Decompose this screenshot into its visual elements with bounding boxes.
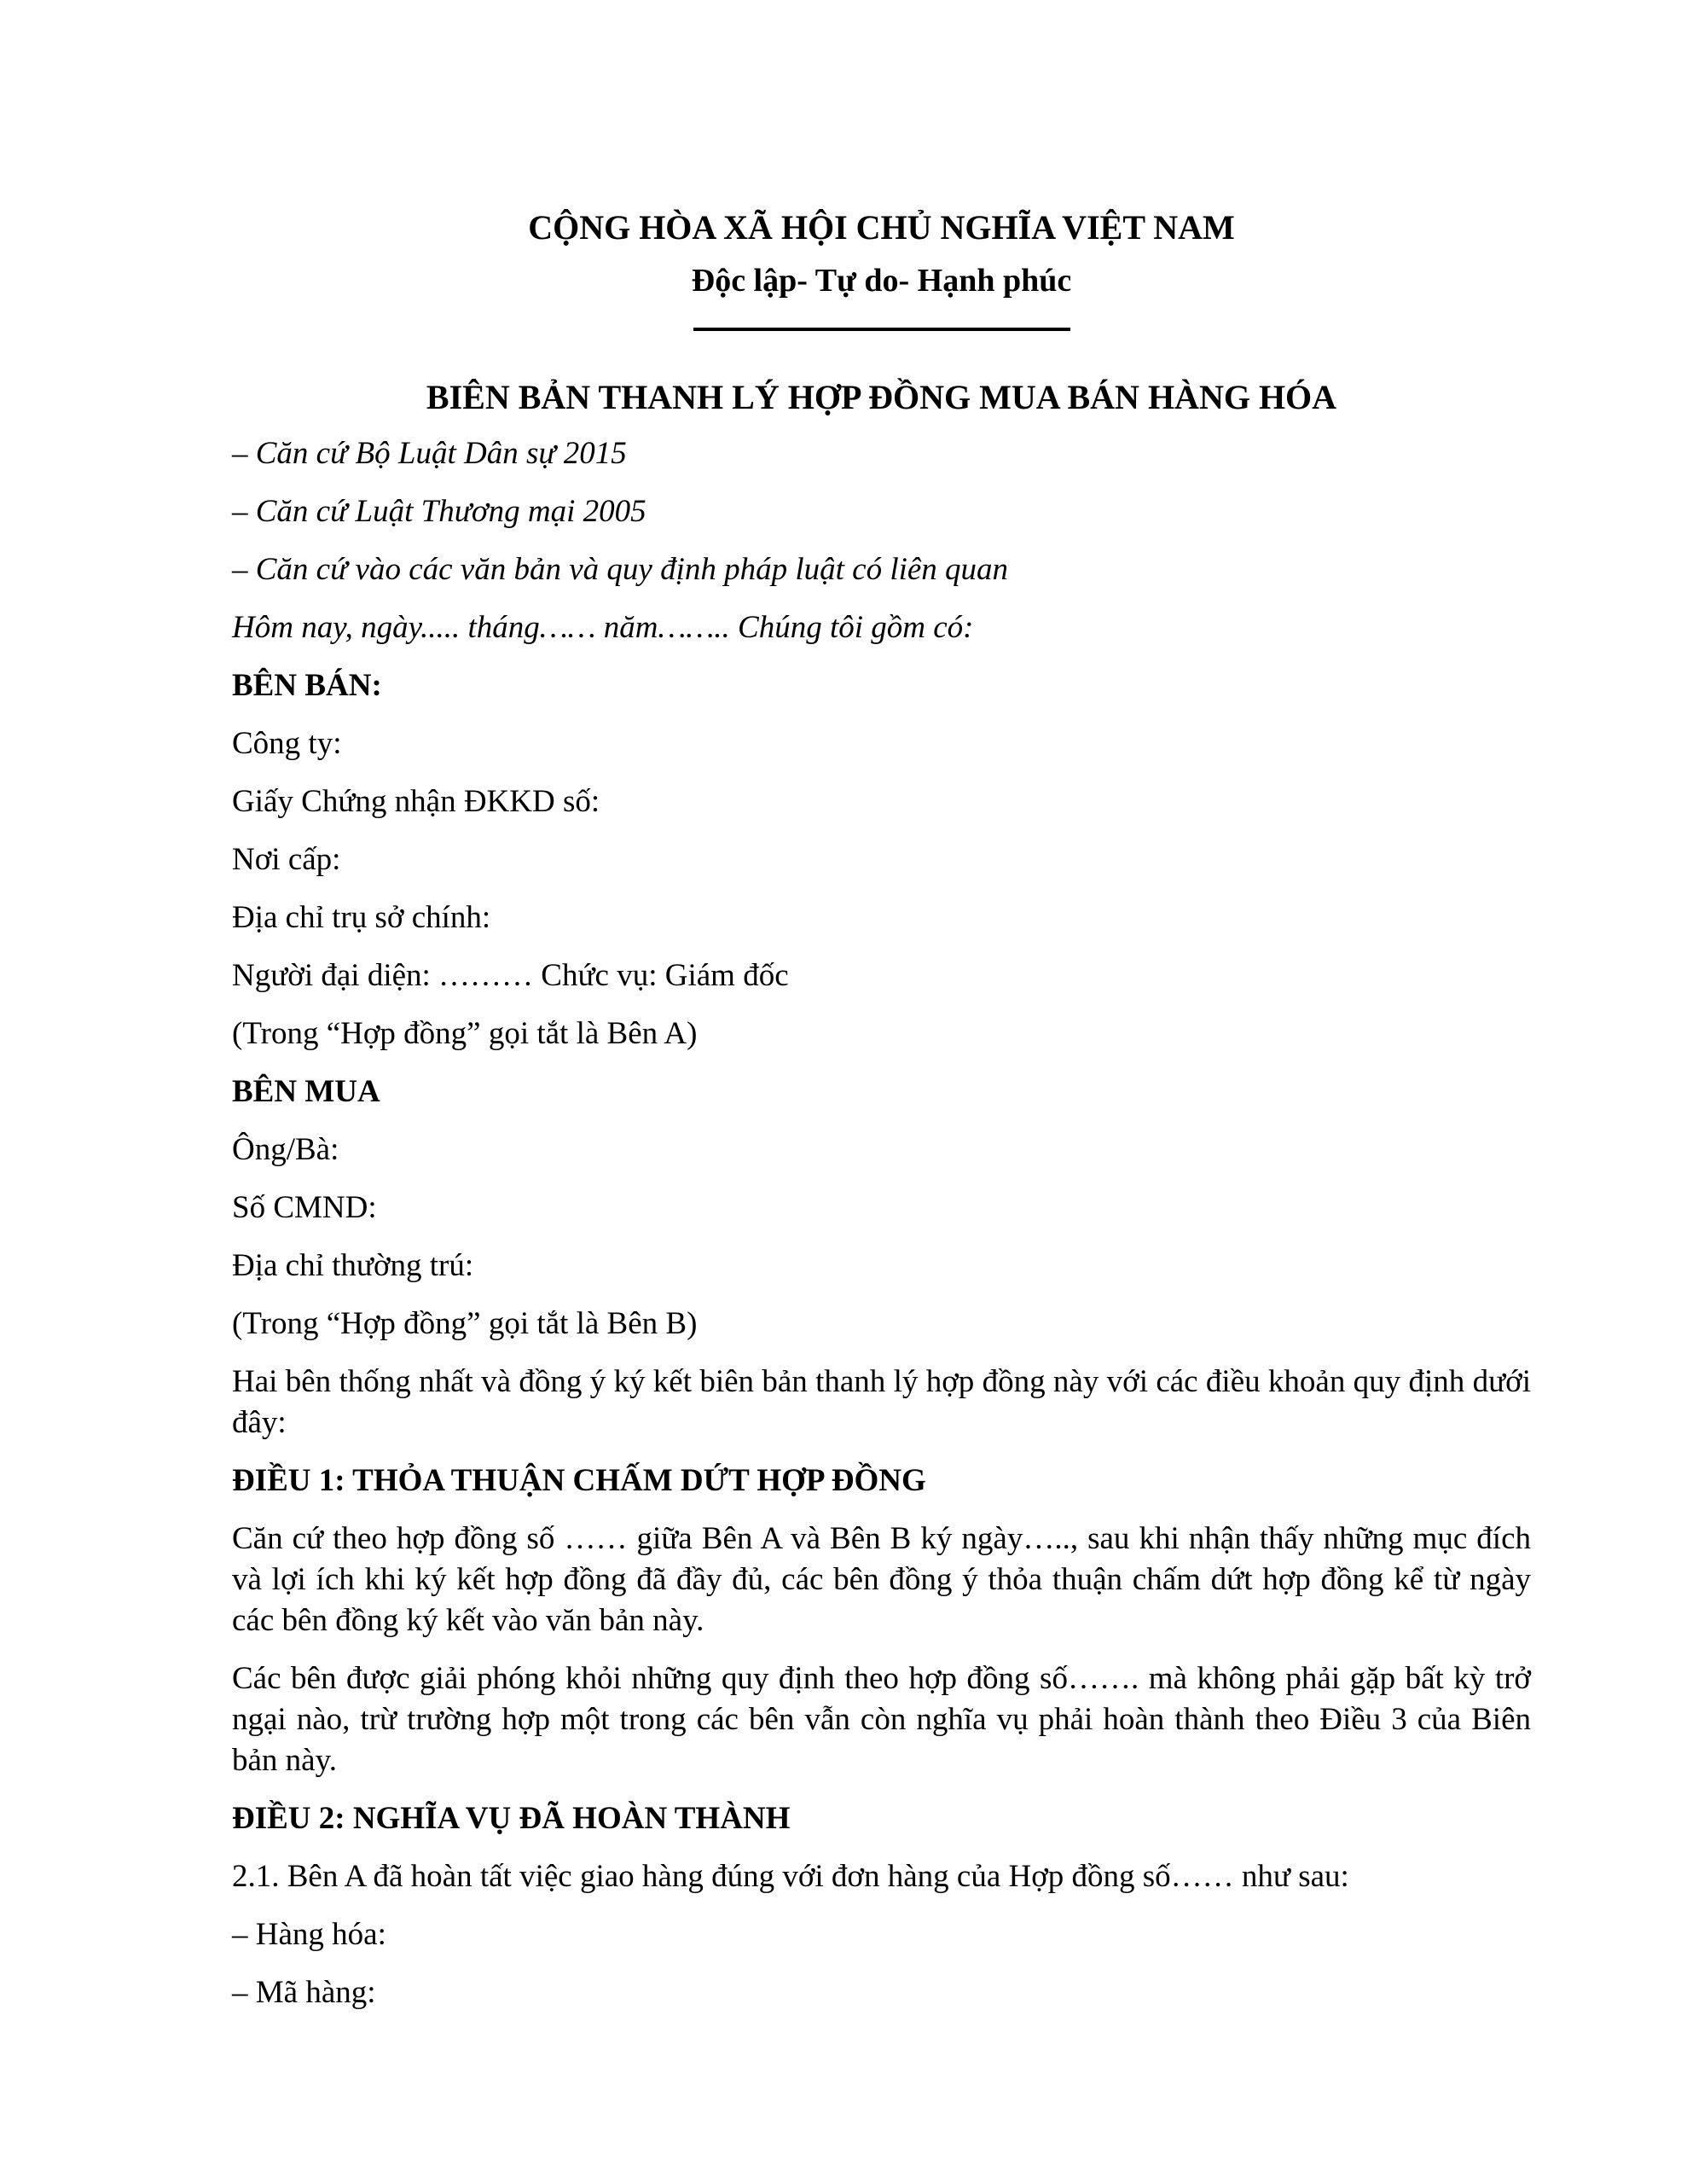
- national-title: CỘNG HÒA XÃ HỘI CHỦ NGHĨA VIỆT NAM: [528, 208, 1235, 247]
- seller-issue-place-label: Nơi cấp:: [232, 842, 341, 877]
- article-2-item-goods: – Hàng hóa:: [232, 1917, 386, 1952]
- buyer-heading: BÊN MUA: [232, 1074, 380, 1109]
- seller-alias-note: (Trong “Hợp đồng” gọi tắt là Bên A): [232, 1016, 698, 1051]
- seller-heading: BÊN BÁN:: [232, 668, 382, 703]
- buyer-id-label: Số CMND:: [232, 1190, 377, 1225]
- buyer-address-label: Địa chỉ thường trú:: [232, 1248, 474, 1283]
- agreement-intro: Hai bên thống nhất và đồng ý ký kết biên bản thanh lý hợp đồng này với các điều khoản quy định dưới đây:: [232, 1364, 1531, 1440]
- article-1-paragraph-1: Căn cứ theo hợp đồng số …… giữa Bên A và Bên B ký ngày….., sau khi nhận thấy những mục đích và lợi ích khi ký kết hợp đồng đã đầy đủ, các bên đồng ý thỏa thuận chấm dứt hợp đồng kể từ ngày các bên đồng ký kết vào văn bản này.: [232, 1521, 1531, 1638]
- seller-registration-label: Giấy Chứng nhận ĐKKD số:: [232, 784, 600, 819]
- preamble-basis-related-regulations: – Căn cứ vào các văn bản và quy định pháp luật có liên quan: [232, 552, 1009, 587]
- document-title: BIÊN BẢN THANH LÝ HỢP ĐỒNG MUA BÁN HÀNG HÓA: [426, 378, 1337, 416]
- national-motto: Độc lập- Tự do- Hạnh phúc: [691, 263, 1072, 299]
- seller-head-office-label: Địa chỉ trụ sở chính:: [232, 900, 491, 935]
- article-2-heading: ĐIỀU 2: NGHĨA VỤ ĐÃ HOÀN THÀNH: [232, 1801, 791, 1836]
- preamble-date-line: Hôm nay, ngày..... tháng…… năm…….. Chúng tôi gồm có:: [232, 610, 974, 645]
- article-2-item-product-code: – Mã hàng:: [232, 1975, 376, 2010]
- header-divider: [693, 328, 1070, 331]
- seller-company-label: Công ty:: [232, 726, 342, 761]
- preamble-basis-commercial-law: – Căn cứ Luật Thương mại 2005: [232, 494, 646, 529]
- buyer-name-label: Ông/Bà:: [232, 1132, 339, 1167]
- article-2-clause-2-1: 2.1. Bên A đã hoàn tất việc giao hàng đúng với đơn hàng của Hợp đồng số…… như sau:: [232, 1859, 1349, 1894]
- preamble-basis-civil-code: – Căn cứ Bộ Luật Dân sự 2015: [232, 436, 627, 471]
- seller-representative-line: Người đại diện: ……… Chức vụ: Giám đốc: [232, 958, 789, 993]
- buyer-alias-note: (Trong “Hợp đồng” gọi tắt là Bên B): [232, 1306, 698, 1341]
- article-1-paragraph-2: Các bên được giải phóng khỏi những quy định theo hợp đồng số……. mà không phải gặp bất kỳ trở ngại nào, trừ trường hợp một trong các bên vẫn còn nghĩa vụ phải hoàn thành theo Điều 3 của Biên bản này.: [232, 1661, 1531, 1778]
- article-1-heading: ĐIỀU 1: THỎA THUẬN CHẤM DỨT HỢP ĐỒNG: [232, 1463, 926, 1498]
